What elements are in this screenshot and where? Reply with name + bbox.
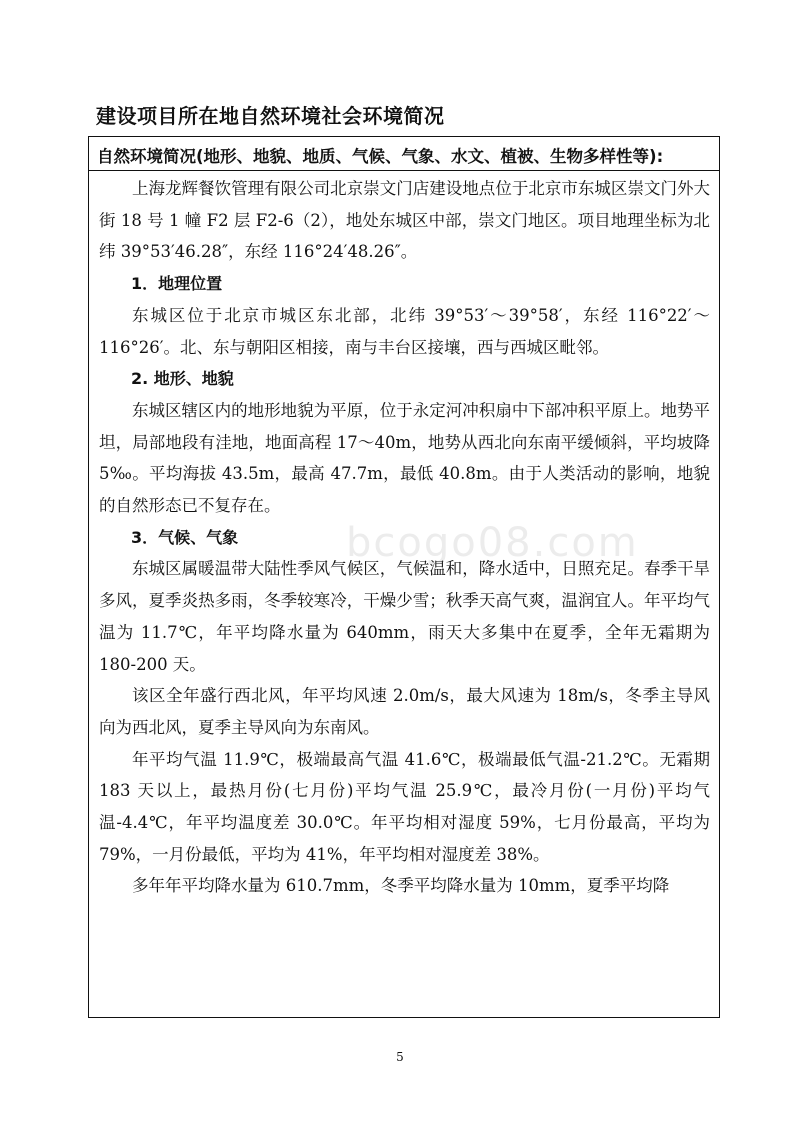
- watermark: bcogo08.com: [346, 520, 639, 566]
- location-paragraph: 东城区位于北京市城区东北部，北纬 39°53′～39°58′，东经 116°22′～116°26′。北、东与朝阳区相接，南与丰台区接壤，西与西城区毗邻。: [99, 305, 710, 357]
- climate-paragraph-2: 该区全年盛行西北风，年平均风速 2.0m/s，最大风速为 18m/s，冬季主导风向为西北风，夏季主导风向为东南风。: [99, 686, 710, 737]
- section-title-terrain: 2. 地形、地貌: [131, 369, 234, 389]
- section-title-location: 1．地理位置: [131, 274, 223, 294]
- climate-paragraph-3: 年平均气温 11.9℃，极端最高气温 41.6℃，极端最低气温-21.2℃。无霜期 183 天以上，最热月份(七月份)平均气温 25.9℃，最冷月份(一月份)平均气温-4.4℃，年平均温度差 30.0℃。年平均相对湿度 59%，七月份最高，平均为 79%，一月份最低，平均为 41%，年平均相对湿度差 38%。: [99, 749, 710, 864]
- content-table: [88, 136, 720, 1018]
- page-number: 5: [396, 1050, 404, 1064]
- intro-paragraph: 上海龙辉餐饮管理有限公司北京崇文门店建设地点位于北京市东城区崇文门外大街 18 号 1 幢 F2 层 F2-6（2），地处东城区中部，崇文门地区。项目地理坐标为北纬 39°53′46.28″，东经 116°24′48.26″。: [99, 179, 710, 262]
- page-heading: 建设项目所在地自然环境社会环境简况: [96, 104, 445, 128]
- climate-paragraph-1: 东城区属暖温带大陆性季风气候区，气候温和，降水适中，日照充足。春季干旱多风，夏季炎热多雨，冬季较寒冷，干燥少雪；秋季天高气爽，温润宜人。年平均气温为 11.7℃，年平均降水量为 640mm，雨天大多集中在夏季，全年无霜期为 180-200 天。: [99, 559, 710, 674]
- terrain-paragraph: 东城区辖区内的地形地貌为平原，位于永定河冲积扇中下部冲积平原上。地势平坦，局部地段有洼地，地面高程 17～40m，地势从西北向东南平缓倾斜，平均坡降 5‰。平均海拔 43.5m，最高 47.7m，最低 40.8m。由于人类活动的影响，地貌的自然形态已不复存在。: [99, 400, 710, 516]
- table-body: [89, 171, 719, 902]
- section-title-climate: 3．气候、气象: [131, 527, 239, 547]
- climate-paragraph-4: 多年年平均降水量为 610.7mm，冬季平均降水量为 10mm，夏季平均降: [132, 876, 670, 896]
- table-header: 自然环境简况(地形、地貌、地质、气候、气象、水文、植被、生物多样性等):: [89, 137, 719, 171]
